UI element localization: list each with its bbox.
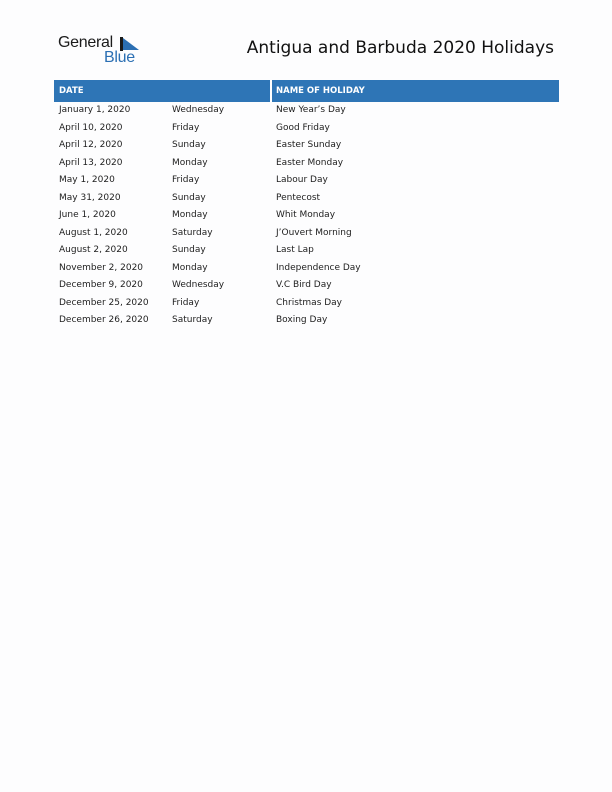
column-header-date: DATE [59,86,84,96]
holiday-name: Last Lap [276,245,314,255]
holiday-date: May 31, 2020 [59,192,121,203]
holiday-weekday: Friday [172,122,200,133]
holiday-weekday: Sunday [172,245,206,255]
table-header [54,80,559,102]
holiday-name: Boxing Day [276,315,328,325]
table-row [54,225,559,243]
holiday-date: June 1, 2020 [59,210,116,220]
holiday-weekday: Friday [172,175,200,185]
table-row [54,172,559,190]
logo-text-blue: Blue [104,49,135,66]
holiday-date: December 26, 2020 [59,315,149,325]
holiday-name: New Year’s Day [276,105,346,115]
table-row [54,312,559,330]
holiday-weekday: Saturday [172,315,213,325]
holiday-weekday: Monday [172,210,208,220]
holiday-date: April 13, 2020 [59,157,123,168]
holiday-name: Easter Monday [276,157,344,168]
holiday-date: April 10, 2020 [59,122,123,133]
holiday-weekday: Friday [172,297,200,308]
holiday-date: January 1, 2020 [59,105,131,115]
table-row [54,295,559,313]
holiday-name: V.C Bird Day [276,280,332,290]
holiday-weekday: Monday [172,157,208,168]
holiday-weekday: Monday [172,262,208,273]
holiday-name: Independence Day [276,262,361,273]
holiday-weekday: Saturday [172,227,213,238]
holiday-date: August 1, 2020 [59,227,128,238]
table-row [54,137,559,155]
holiday-name: J’Ouvert Morning [276,227,352,238]
holiday-date: December 25, 2020 [59,297,149,308]
table-row [54,277,559,295]
holiday-date: December 9, 2020 [59,280,143,290]
table-row [54,102,559,120]
holiday-date: April 12, 2020 [59,140,123,150]
holiday-weekday: Wednesday [172,280,225,290]
column-header-name: NAME OF HOLIDAY [276,86,365,96]
table-row [54,120,559,138]
generalblue-logo [58,34,148,68]
table-row [54,207,559,225]
holiday-name: Christmas Day [276,297,343,308]
holiday-date: November 2, 2020 [59,262,144,273]
holiday-weekday: Sunday [172,192,206,203]
holiday-name: Pentecost [276,192,321,203]
holiday-name: Whit Monday [276,210,336,220]
holiday-weekday: Sunday [172,140,206,150]
holiday-name: Good Friday [276,122,330,133]
holiday-date: May 1, 2020 [59,175,115,185]
holiday-name: Easter Sunday [276,140,342,150]
table-row [54,155,559,173]
page-title: Antigua and Barbuda 2020 Holidays [246,38,554,58]
table-row [54,242,559,260]
holiday-table-body [54,102,559,330]
header-divider [270,80,272,102]
table-row [54,190,559,208]
logo-text-general: General [58,34,113,51]
holiday-name: Labour Day [276,175,328,185]
holiday-date: August 2, 2020 [59,245,128,255]
holiday-weekday: Wednesday [172,105,225,115]
table-row [54,260,559,278]
